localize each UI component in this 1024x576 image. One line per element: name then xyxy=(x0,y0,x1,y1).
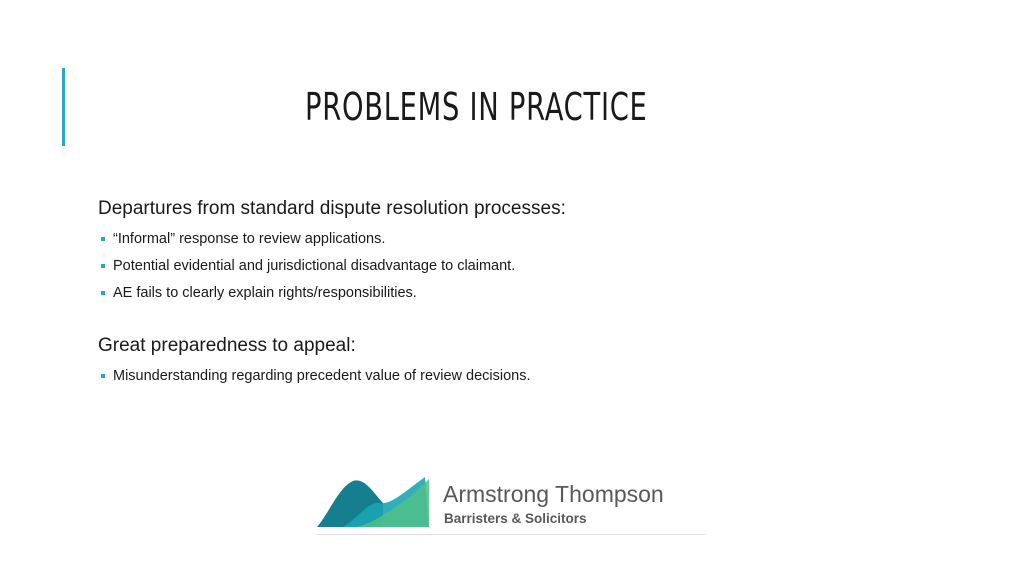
hills-logo-icon xyxy=(317,473,437,529)
section-preparedness xyxy=(98,333,918,390)
bullet-text: Misunderstanding regarding precedent value of review decisions. xyxy=(113,368,531,384)
logo-name: Armstrong Thompson xyxy=(443,481,664,507)
square-bullet-icon xyxy=(101,264,105,268)
square-bullet-icon xyxy=(101,291,105,295)
armstrong-thompson-logo xyxy=(317,473,705,536)
bullet-item xyxy=(98,226,918,253)
bullet-item xyxy=(98,363,918,390)
logo-tagline: Barristers & Solicitors xyxy=(444,511,587,526)
bullet-text: AE fails to clearly explain rights/responsibilities. xyxy=(113,285,417,301)
section-departures xyxy=(98,196,918,307)
bullet-list xyxy=(98,363,918,390)
square-bullet-icon xyxy=(101,374,105,378)
logo-divider xyxy=(317,534,705,535)
bullet-list xyxy=(98,226,918,307)
title-accent-bar xyxy=(62,68,65,146)
bullet-item xyxy=(98,253,918,280)
slide-title: PROBLEMS IN PRACTICE xyxy=(305,85,648,129)
bullet-text: Potential evidential and jurisdictional disadvantage to claimant. xyxy=(113,258,516,274)
slide-body xyxy=(98,196,918,390)
bullet-text: “Informal” response to review applications. xyxy=(113,231,386,247)
section-heading: Departures from standard dispute resolution processes: xyxy=(98,198,566,219)
bullet-item xyxy=(98,280,918,307)
section-heading: Great preparedness to appeal: xyxy=(98,335,356,356)
square-bullet-icon xyxy=(101,237,105,241)
